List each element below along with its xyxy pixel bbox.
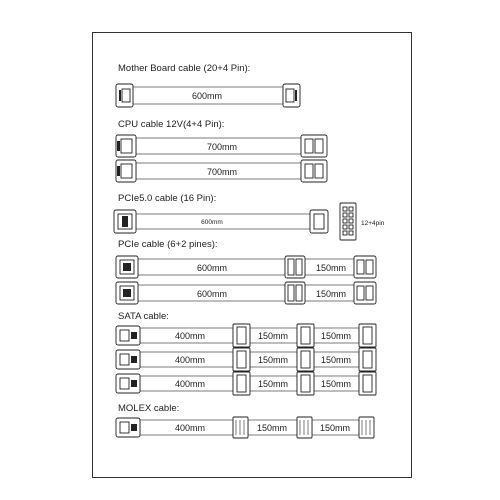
sata-connector <box>359 324 376 347</box>
cable-pcie5 <box>114 203 385 240</box>
length-label: 400mm <box>174 355 206 365</box>
length-label: 150mm <box>257 379 289 389</box>
section-title-pcie: PCIe cable (6+2 pines): <box>118 239 218 250</box>
molex-connector <box>359 417 374 438</box>
sata-connector <box>233 324 250 347</box>
length-label: 400mm <box>174 379 206 389</box>
pcie-connector-right <box>354 256 376 278</box>
sata-connector <box>297 324 314 347</box>
mb-connector-left <box>116 84 133 107</box>
cable-sata-2 <box>116 348 376 371</box>
pcie-connector-middle <box>285 256 305 278</box>
length-label: 700mm <box>206 167 238 177</box>
length-label: 150mm <box>319 423 351 433</box>
cable-cpu-1 <box>116 135 327 157</box>
length-label: 400mm <box>174 331 206 341</box>
molex-connector <box>233 417 248 438</box>
molex-psu-connector <box>116 418 140 437</box>
mb-connector-right <box>283 84 300 107</box>
length-label: 600mm <box>196 289 228 299</box>
section-title-pcie5: PCIe5.0 cable (16 Pin): <box>118 193 217 204</box>
pcie-connector-right <box>354 282 376 304</box>
sata-connector <box>297 348 314 371</box>
section-title-motherboard: Mother Board cable (20+4 Pin): <box>118 63 251 74</box>
cable-sata-1 <box>116 324 376 347</box>
cable-cpu-2 <box>116 160 327 182</box>
length-label: 150mm <box>320 355 352 365</box>
length-label: 150mm <box>315 289 347 299</box>
cable-motherboard <box>116 84 300 107</box>
sata-psu-connector <box>116 350 140 369</box>
cpu-connector-right <box>301 160 327 182</box>
section-title-cpu: CPU cable 12V(4+4 Pin): <box>118 119 225 130</box>
sata-connector <box>233 372 250 395</box>
sata-connector <box>233 348 250 371</box>
section-title-molex: MOLEX cable: <box>118 403 180 414</box>
pcie-connector-middle <box>285 282 305 304</box>
cable-pcie-1 <box>116 256 376 278</box>
cable-molex <box>116 417 374 438</box>
length-label: 150mm <box>257 355 289 365</box>
pcie-connector-left <box>116 256 138 278</box>
pcie5-connector-left <box>114 210 136 233</box>
sata-psu-connector <box>116 374 140 393</box>
molex-connector <box>297 417 312 438</box>
length-label: 700mm <box>206 142 238 152</box>
sata-connector <box>359 348 376 371</box>
pcie5-connector-right <box>310 210 328 233</box>
length-label: 150mm <box>315 263 347 273</box>
length-label: 150mm <box>320 331 352 341</box>
length-label: 150mm <box>256 423 288 433</box>
pcie5-side-label: 12+4pin <box>361 220 385 227</box>
sata-psu-connector <box>116 326 140 345</box>
length-label: 400mm <box>174 423 206 433</box>
sata-connector <box>297 372 314 395</box>
pcie5-12-4pin-connector-face <box>340 203 356 240</box>
pcie-connector-left <box>116 282 138 304</box>
section-title-sata: SATA cable: <box>118 311 169 322</box>
length-label: 150mm <box>257 331 289 341</box>
cpu-connector-left <box>116 160 136 182</box>
length-label: 600mm <box>191 91 223 101</box>
length-label: 600mm <box>196 263 228 273</box>
length-label: 150mm <box>320 379 352 389</box>
cable-sata-3 <box>116 372 376 395</box>
cable-pcie-2 <box>116 282 376 304</box>
sata-connector <box>359 372 376 395</box>
cpu-connector-left <box>116 135 136 157</box>
length-label: 600mm <box>201 219 223 226</box>
cpu-connector-right <box>301 135 327 157</box>
